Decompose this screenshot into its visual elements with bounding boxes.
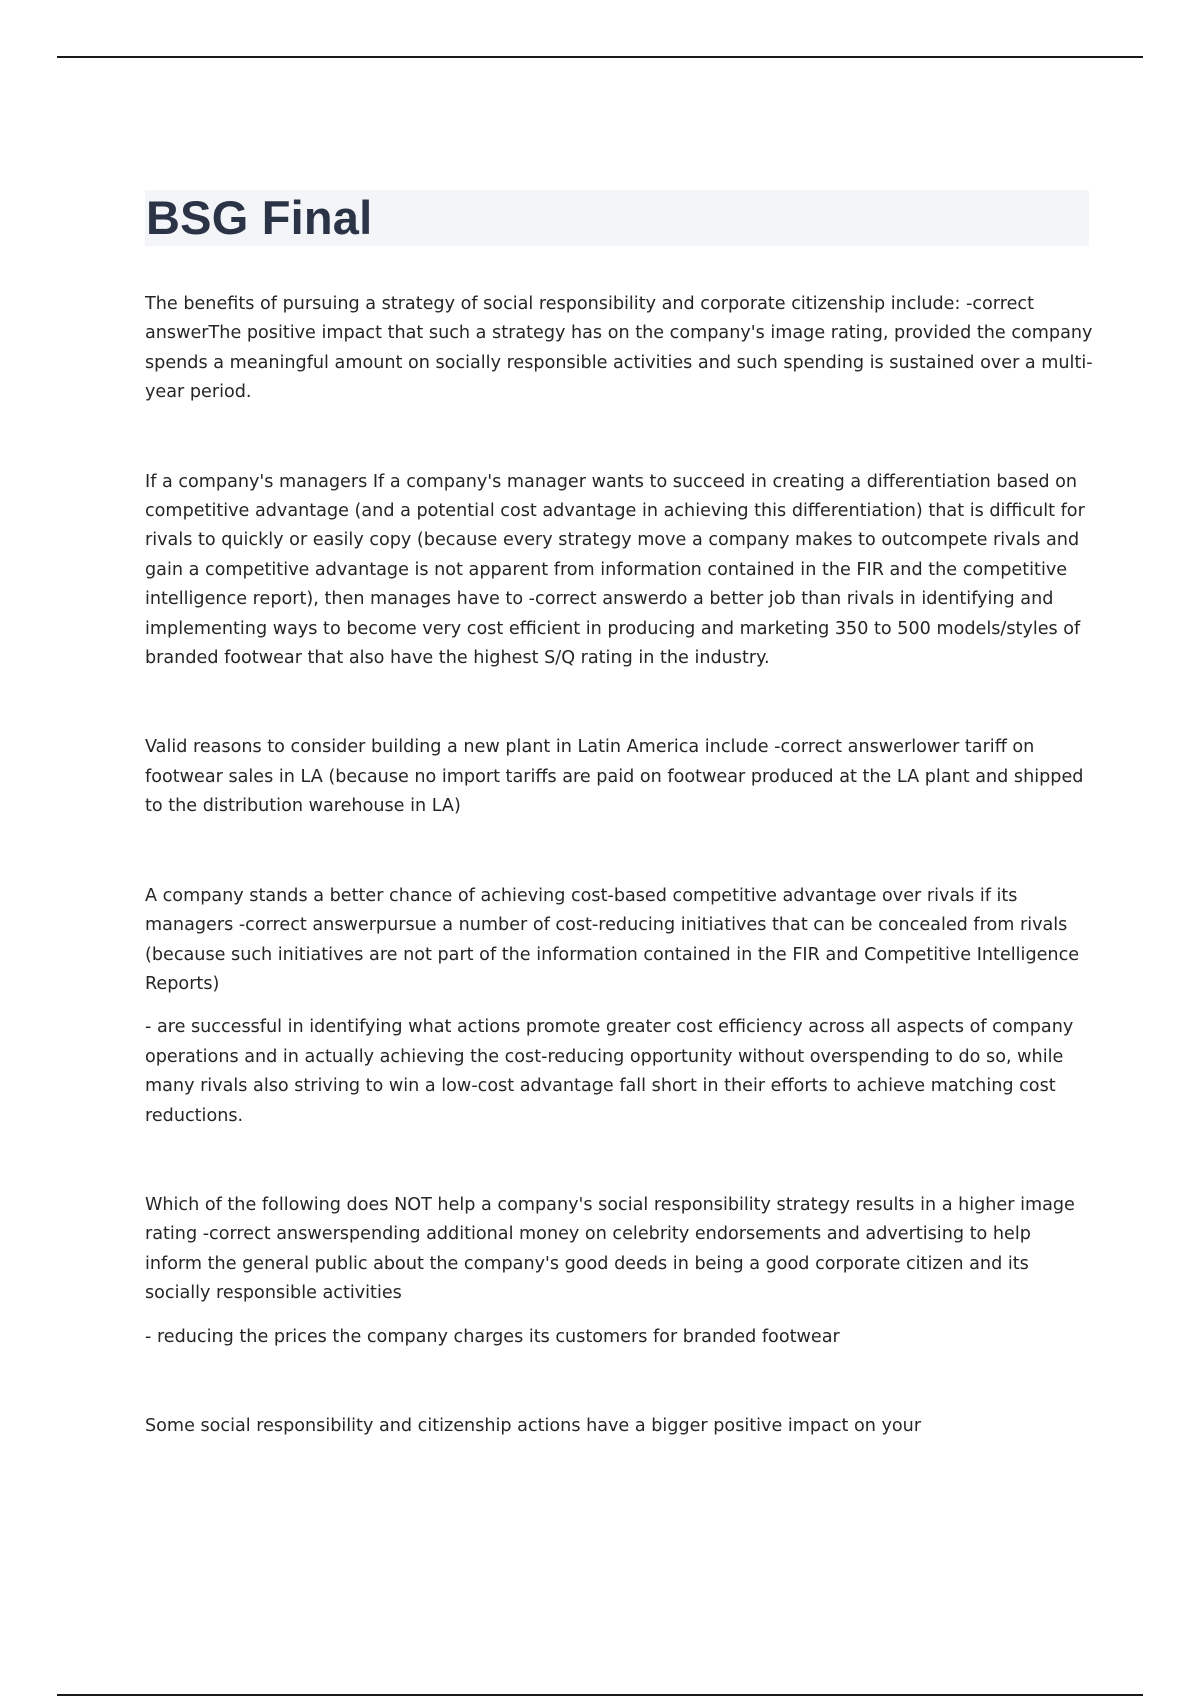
qa-paragraph: Which of the following does NOT help a company's social responsibility strategy results in a higher image rating -correct answerspending additional money on celebrity endorsements and advertising to help inform the general public about the company's good deeds in being a good corporate citizen and its socially responsible activities [145, 1194, 1075, 1304]
qa-paragraph: Valid reasons to consider building a new plant in Latin America include -correct answerlower tariff on footwear sales in LA (because no import tariffs are paid on footwear produced at the LA plant and shipped to the distribution warehouse in LA) [145, 737, 1084, 817]
qa-paragraph: - reducing the prices the company charges its customers for branded footwear [145, 1326, 840, 1347]
qa-paragraph: The benefits of pursuing a strategy of social responsibility and corporate citizenship include: -correct answerThe positive impact that such a strategy has on the company's image rating, provided the company spends a meaningful amount on socially responsible activities and such spending is sustained over a multi-year period. [145, 294, 1093, 403]
footer-rule [57, 1694, 1143, 1696]
qa-entry [145, 468, 1093, 674]
qa-paragraph: A company stands a better chance of achieving cost-based competitive advantage over rivals if its managers -correct answerpursue a number of cost-reducing initiatives that can be concealed from rivals (because such initiatives are not part of the information contained in the FIR and Competitive Intelligence Reports) [145, 885, 1080, 994]
qa-paragraph: If a company's managers If a company's manager wants to succeed in creating a differentiation based on competitive advantage (and a potential cost advantage in achieving this differentiation) that is difficult for rivals to quickly or easily copy (because every strategy move a company makes to outcompete rivals and gain a competitive advantage is not apparent from information contained in the FIR and the competitive intelligence report), then manages have to -correct answerdo a better job than rivals in identifying and implementing ways to become very cost efficient in producing and marketing 350 to 500 models/styles of branded footwear that also have the highest S/Q rating in the industry. [145, 471, 1085, 669]
qa-entry [145, 1412, 1093, 1441]
qa-paragraph: - are successful in identifying what actions promote greater cost efficiency across all aspects of company operations and in actually achieving the cost-reducing opportunity without overspending to do so, while many rivals also striving to win a low-cost advantage fall short in their efforts to achieve matching cost reductions. [145, 1017, 1074, 1126]
header-rule [57, 56, 1143, 58]
qa-entry [145, 882, 1093, 1131]
qa-entry [145, 290, 1093, 408]
document-title: BSG Final [146, 191, 373, 244]
qa-entry [145, 1191, 1093, 1352]
document-body [145, 290, 1093, 1501]
title-banner [145, 190, 1089, 246]
qa-entry [145, 733, 1093, 821]
qa-paragraph: Some social responsibility and citizenship actions have a bigger positive impact on your [145, 1415, 922, 1436]
